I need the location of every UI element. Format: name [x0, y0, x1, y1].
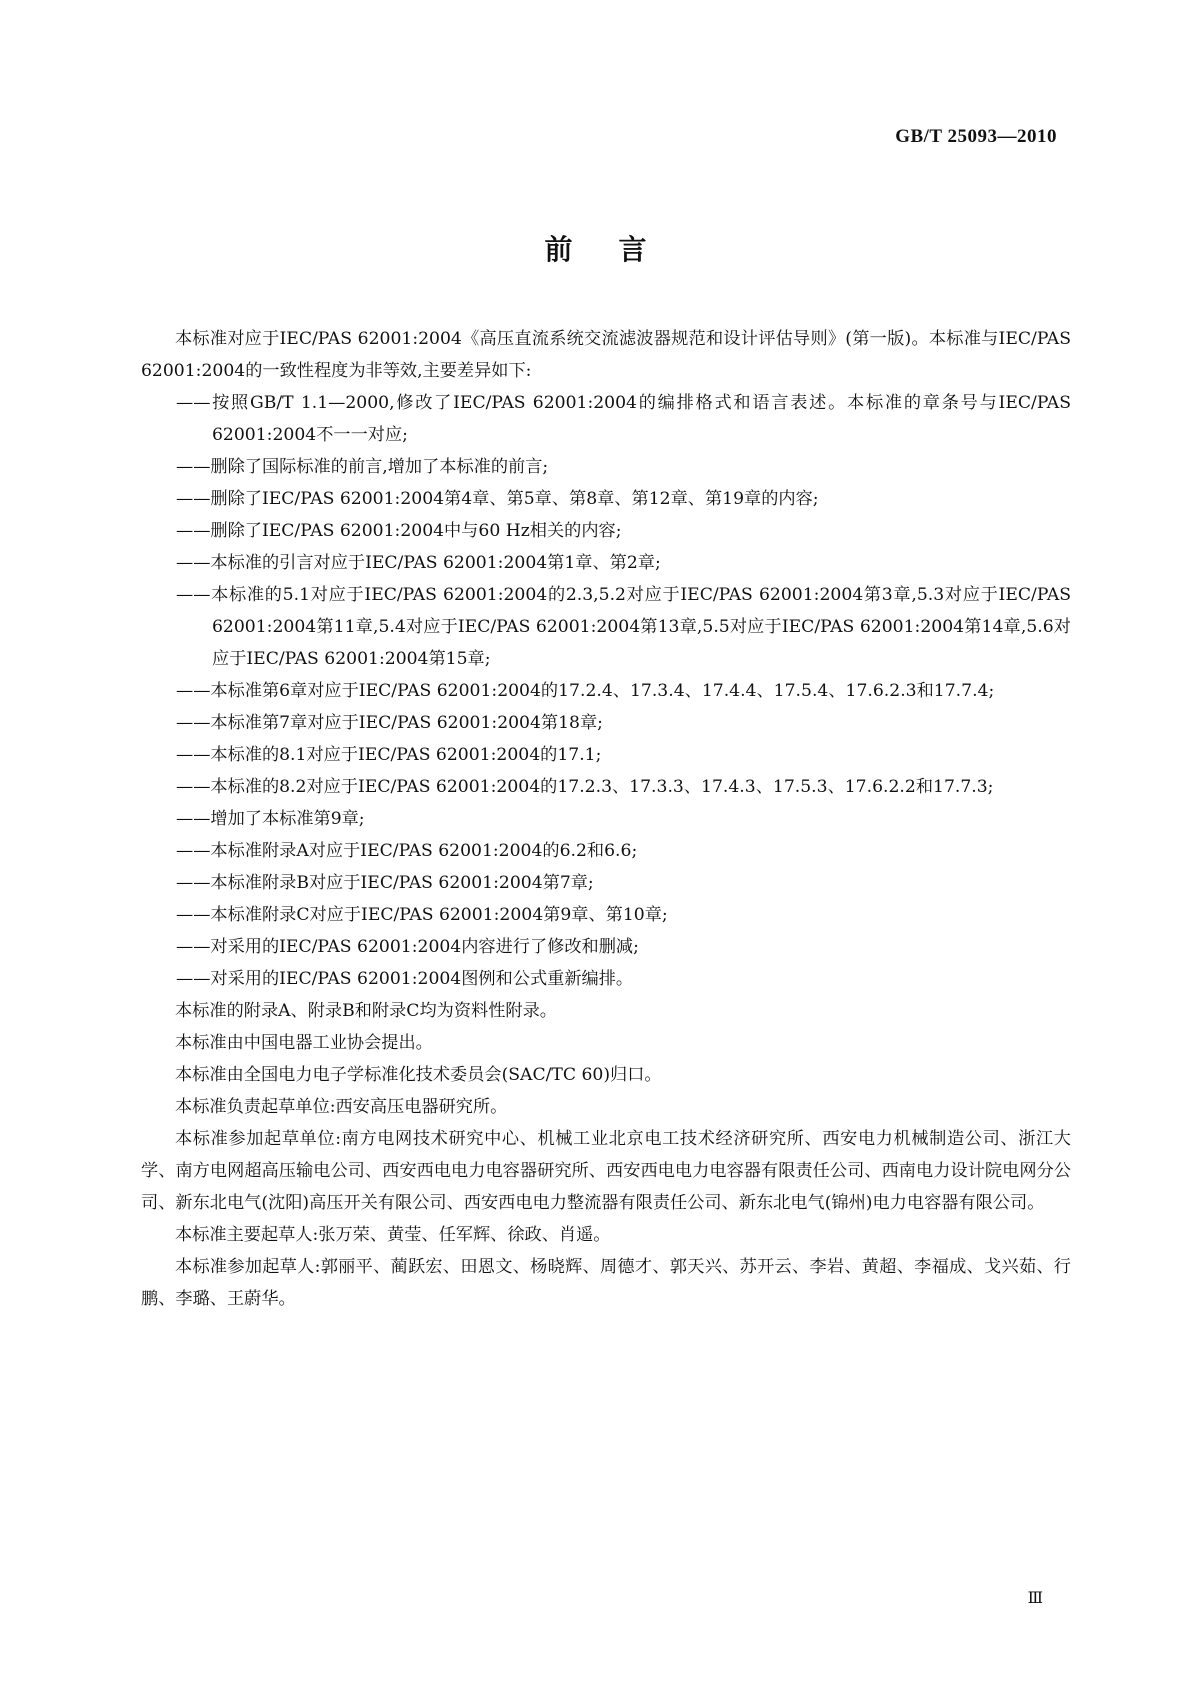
list-item: ——本标准的引言对应于IEC/PAS 62001:2004第1章、第2章; [176, 553, 661, 573]
list-item: ——增加了本标准第9章; [176, 809, 365, 829]
list-item: ——本标准附录A对应于IEC/PAS 62001:2004的6.2和6.6; [176, 841, 638, 861]
main-drafters-paragraph: 本标准主要起草人:张万荣、黄莹、任军辉、徐政、肖遥。 [175, 1225, 611, 1245]
page-number: Ⅲ [1027, 1590, 1043, 1607]
list-item: ——本标准第6章对应于IEC/PAS 62001:2004的17.2.4、17.3.4、17.4.4、17.5.4、17.6.2.3和17.7.4; [176, 681, 995, 701]
list-item: ——本标准的8.1对应于IEC/PAS 62001:2004的17.1; [176, 745, 602, 765]
page-title: 前言 [544, 233, 693, 266]
centralized-by-paragraph: 本标准由全国电力电子学标准化技术委员会(SAC/TC 60)归口。 [175, 1065, 662, 1085]
list-item: ——删除了IEC/PAS 62001:2004中与60 Hz相关的内容; [176, 521, 622, 541]
list-item: ——按照GB/T 1.1—2000,修改了IEC/PAS 62001:2004的编排格式和语言表述。本标准的章条号与IEC/PAS 62001:2004不一一对应; [176, 393, 1071, 445]
list-item: ——本标准附录B对应于IEC/PAS 62001:2004第7章; [176, 873, 594, 893]
list-item: ——删除了IEC/PAS 62001:2004第4章、第5章、第8章、第12章、第19章的内容; [176, 489, 819, 509]
differences-list [141, 387, 1071, 995]
list-item: ——对采用的IEC/PAS 62001:2004内容进行了修改和删减; [176, 937, 639, 957]
list-item: ——对采用的IEC/PAS 62001:2004图例和公式重新编排。 [176, 969, 634, 989]
responsible-unit-paragraph: 本标准负责起草单位:西安高压电器研究所。 [175, 1097, 508, 1117]
list-item: ——本标准的5.1对应于IEC/PAS 62001:2004的2.3,5.2对应于IEC/PAS 62001:2004第3章,5.3对应于IEC/PAS 62001:2004第11章,5.4对应于IEC/PAS 62001:2004第13章,5.5对应于IEC/PAS 62001:2004第14章,5.6对应于IEC/PAS 62001:2004第15章; [176, 585, 1071, 669]
appendices-paragraph: 本标准的附录A、附录B和附录C均为资料性附录。 [175, 1001, 557, 1021]
list-item: ——删除了国际标准的前言,增加了本标准的前言; [176, 457, 549, 477]
standard-code: GB/T 25093—2010 [895, 126, 1057, 147]
list-item: ——本标准附录C对应于IEC/PAS 62001:2004第9章、第10章; [176, 905, 668, 925]
participating-drafters-paragraph: 本标准参加起草人:郭丽平、蔺跃宏、田恩文、杨晓辉、周德才、郭天兴、苏开云、李岩、黄超、李福成、戈兴茹、行鹏、李璐、王蔚华。 [141, 1257, 1071, 1309]
intro-paragraph: 本标准对应于IEC/PAS 62001:2004《高压直流系统交流滤波器规范和设计评估导则》(第一版)。本标准与IEC/PAS 62001:2004的一致性程度为非等效,主要差异如下: [141, 329, 1071, 381]
list-item: ——本标准的8.2对应于IEC/PAS 62001:2004的17.2.3、17.3.3、17.4.3、17.5.3、17.6.2.2和17.7.3; [176, 777, 994, 797]
list-item: ——本标准第7章对应于IEC/PAS 62001:2004第18章; [176, 713, 603, 733]
proposed-by-paragraph: 本标准由中国电器工业协会提出。 [175, 1033, 433, 1053]
foreword-body [141, 323, 1071, 1315]
participating-units-paragraph: 本标准参加起草单位:南方电网技术研究中心、机械工业北京电工技术经济研究所、西安电力机械制造公司、浙江大学、南方电网超高压输电公司、西安西电电力电容器研究所、西安西电电力电容器有限责任公司、西南电力设计院电网分公司、新东北电气(沈阳)高压开关有限公司、西安西电电力整流器有限责任公司、新东北电气(锦州)电力电容器有限公司。 [141, 1129, 1071, 1213]
